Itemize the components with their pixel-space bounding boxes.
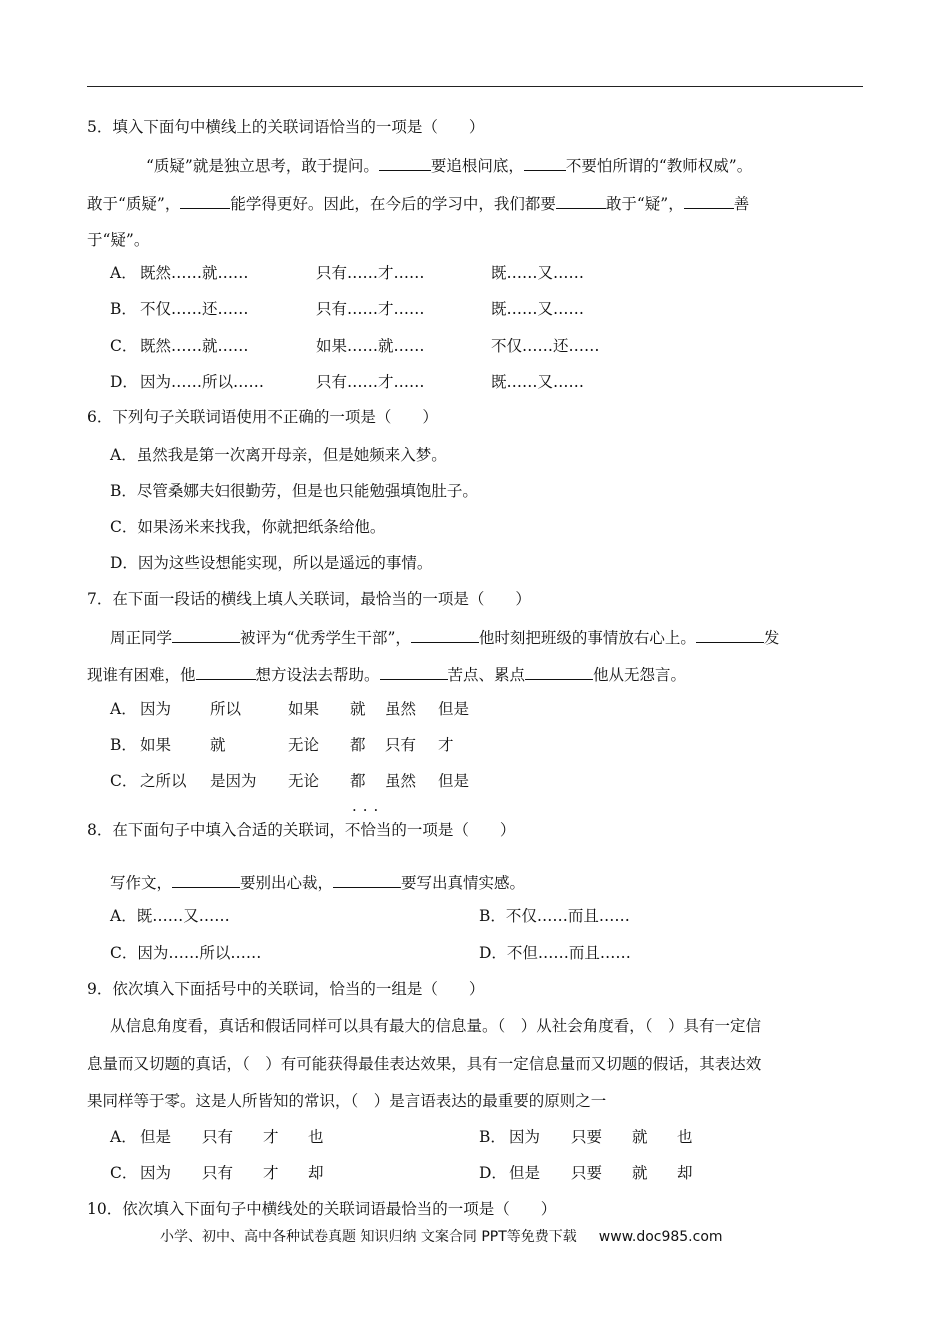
q6-option-b[interactable]: B．尽管桑娜夫妇很勤劳，但是也只能勉强填饱肚子。 bbox=[110, 482, 478, 500]
q10-stem: 10．依次填入下面句子中横线处的关联词语最恰当的一项是（ ） bbox=[87, 1200, 557, 1218]
q5-passage-line-3: 于“疑”。 bbox=[87, 231, 150, 249]
q8-sentence: 写作文， 要别出心裁， 要写出真情实感。 bbox=[110, 871, 525, 894]
emphasis-dots: ··· bbox=[351, 801, 385, 819]
q5-blank-3[interactable] bbox=[180, 192, 230, 209]
q7-passage-line-2: 现谁有困难，他 想方设法去帮助。 苦点、累点 他从无怨言。 bbox=[87, 663, 686, 686]
q9-passage-line-2: 息量而又切题的真话，（ ）有可能获得最佳表达效果，具有一定信息量而又切题的假话，其表达效 bbox=[87, 1055, 762, 1073]
q8-stem: 8．在下面句子中填入合适的关联词， ··· 不恰当的一项是（ ） bbox=[87, 801, 516, 839]
q8-blank-1[interactable] bbox=[172, 871, 240, 888]
q7-blank-2[interactable] bbox=[411, 626, 479, 643]
q8-emphasis-word: ··· 不恰当 bbox=[344, 801, 392, 839]
q7-blank-5[interactable] bbox=[380, 663, 448, 680]
q8-option-b[interactable]: B．不仅……而且…… bbox=[479, 907, 630, 925]
q6-option-c[interactable]: C．如果汤米来找我，你就把纸条给他。 bbox=[110, 518, 386, 536]
q7-passage-line-1: 周正同学 被评为“优秀学生干部”， 他时刻把班级的事情放右心上。 发 bbox=[110, 626, 779, 649]
q5-blank-5[interactable] bbox=[684, 192, 734, 209]
q7-blank-4[interactable] bbox=[196, 663, 256, 680]
q9-passage-line-3: 果同样等于零。这是人所皆知的常识，（ ）是言语表达的最重要的原则之一 bbox=[87, 1092, 607, 1110]
q6-option-a[interactable]: A．虽然我是第一次离开母亲，但是她频来入梦。 bbox=[110, 446, 447, 464]
q5-blank-2[interactable] bbox=[524, 154, 566, 171]
q6-stem: 6．下列句子关联词语使用不正确的一项是（ ） bbox=[87, 408, 438, 426]
q8-blank-2[interactable] bbox=[333, 871, 401, 888]
q8-option-c[interactable]: C．因为……所以…… bbox=[110, 944, 262, 962]
q9-stem: 9．依次填入下面括号中的关联词，恰当的一组是（ ） bbox=[87, 980, 485, 998]
q9-passage-line-1: 从信息角度看，真话和假话同样可以具有最大的信息量。（ ）从社会角度看，（ ）具有一定信 bbox=[110, 1017, 762, 1035]
q7-blank-6[interactable] bbox=[525, 663, 593, 680]
footer-text: 小学、初中、高中各种试卷真题 知识归纳 文案合同 PPT等免费下载 bbox=[160, 1229, 577, 1245]
footer-link[interactable]: www.doc985.com bbox=[598, 1229, 723, 1245]
q7-blank-1[interactable] bbox=[172, 626, 240, 643]
q8-option-d[interactable]: D．不但……而且…… bbox=[479, 944, 631, 962]
header-rule bbox=[87, 86, 863, 87]
q6-option-d[interactable]: D．因为这些设想能实现，所以是遥远的事情。 bbox=[110, 554, 433, 572]
q5-blank-1[interactable] bbox=[379, 154, 431, 171]
q5-stem: 5．填入下面句中横线上的关联词语恰当的一项是（ ） bbox=[87, 118, 485, 136]
page-footer bbox=[160, 1226, 723, 1246]
q5-blank-4[interactable] bbox=[556, 192, 606, 209]
q5-passage-line-2: 敢于“质疑”， 能学得更好。因此，在今后的学习中，我们都要 敢于“疑”， 善 bbox=[87, 192, 749, 215]
q5-passage-line-1: “质疑”就是独立思考，敢于提问。 要追根问底， 不要怕所谓的“教师权威”。 bbox=[146, 154, 752, 177]
q7-stem: 7．在下面一段话的横线上填人关联词，最恰当的一项是（ ） bbox=[87, 590, 531, 608]
q7-blank-3[interactable] bbox=[696, 626, 764, 643]
q8-option-a[interactable]: A．既……又…… bbox=[110, 907, 230, 925]
